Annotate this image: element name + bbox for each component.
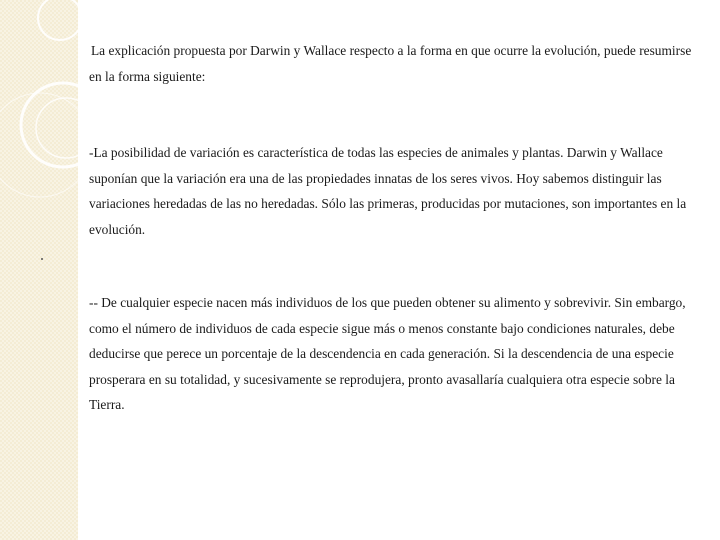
decorative-side-panel — [0, 0, 78, 540]
bullet-marker — [41, 258, 43, 260]
variation-paragraph: -La posibilidad de variación es característica de todas las especies de animales y plantas. Darwin y Wallace suponían que la variación era una de las propiedades innatas de los seres vivos. Hoy sabemos distinguir las variaciones heredadas de las no heredadas. Sólo las primeras, producidas por mutaciones, son importantes en la evolución. — [89, 145, 687, 237]
intro-paragraph: La explicación propuesta por Darwin y Wallace respecto a la forma en que ocurre la evolución, puede resumirse en la forma siguiente: — [89, 43, 692, 84]
decorative-rings-graphic — [0, 0, 78, 540]
overproduction-paragraph: -- De cualquier especie nacen más individuos de los que pueden obtener su alimento y sobrevivir. Sin embargo, como el número de individuos de cada especie sigue más o menos constante bajo condiciones naturales, debe deducirse que perece un porcentaje de la descendencia en cada generación. Si la descendencia de una especie prosperara en su totalidad, y sucesivamente se reprodujera, pronto avasallaría cualquiera otra especie sobre la Tierra. — [89, 295, 686, 412]
